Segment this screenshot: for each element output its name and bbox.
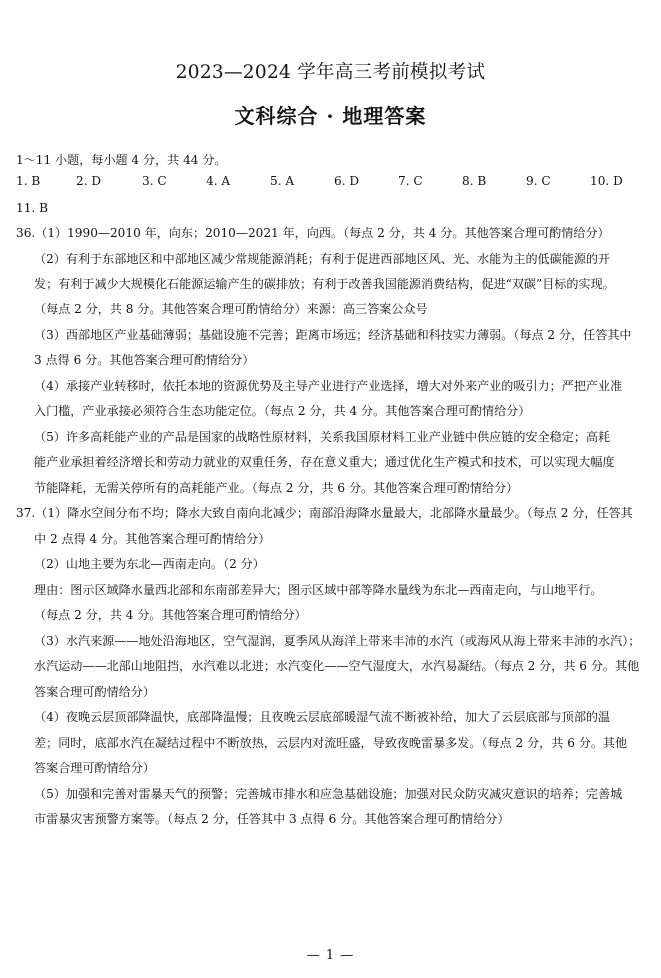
q37-line: 37.（1）降水空间分布不均；降水大致自南向北减少；南部沿海降水量最大，北部降水量最少。（每点 2 分，任答其 xyxy=(16,506,633,520)
q37-line: 答案合理可酌情给分） xyxy=(34,685,155,699)
q36-line: （每点 2 分，共 8 分。其他答案合理可酌情给分）来源：高三答案公众号 xyxy=(34,302,428,316)
q37-line: （2）山地主要为东北—西南走向。（2 分） xyxy=(34,557,265,571)
choice-answer: 3. C xyxy=(142,174,167,188)
q37-line: （5）加强和完善对雷暴天气的预警；完善城市排水和应急基础设施；加强对民众防灾减灾意识的培养；完善城 xyxy=(34,787,623,801)
q37-line: 理由：图示区域降水量西北部和东南部差异大；图示区域中部等降水量线为东北—西南走向，与山地平行。 xyxy=(34,583,603,597)
choice-answer: 8. B xyxy=(462,174,487,188)
choice-answer: 10. D xyxy=(590,174,623,188)
q36-line: （5）许多高耗能产业的产品是国家的战略性原材料，关系我国原材料工业产业链中供应链的安全稳定；高耗 xyxy=(34,430,611,444)
q36-line: 入门槛，产业承接必须符合生态功能定位。（每点 2 分，共 4 分。其他答案合理可酌情给分） xyxy=(34,404,531,418)
q37-line: 市雷暴灾害预警方案等。（每点 2 分，任答其中 3 点得 6 分。其他答案合理可酌情给分） xyxy=(34,812,510,826)
q36-line: 3 点得 6 分。其他答案合理可酌情给分） xyxy=(34,353,255,367)
page-number: — 1 — xyxy=(306,948,355,963)
choice-answer: 11. B xyxy=(16,201,48,215)
q37-line: 答案合理可酌情给分） xyxy=(34,761,155,775)
choice-answer: 5. A xyxy=(270,174,295,188)
q36-line: 节能降耗，无需关停所有的高耗能产业。（每点 2 分，共 6 分。其他答案合理可酌情给分） xyxy=(34,481,519,495)
q36-line: （3）西部地区产业基础薄弱；基础设施不完善；距离市场远；经济基础和科技实力薄弱。（每点 2 分，任答其中 xyxy=(34,328,632,342)
choice-answer: 2. D xyxy=(76,174,102,188)
q36-line: 发；有利于减少大规模化石能源运输产生的碳排放；有利于改善我国能源消费结构，促进“双碳”目标的实现。 xyxy=(34,277,615,291)
choice-answer: 7. C xyxy=(398,174,423,188)
q36-line: 能产业承担着经济增长和劳动力就业的双重任务，存在意义重大；通过优化生产模式和技术，可以实现大幅度 xyxy=(34,455,615,469)
q36-line: （4）承接产业转移时，依托本地的资源优势及主导产业进行产业选择，增大对外来产业的吸引力；严把产业准 xyxy=(34,379,623,393)
q37-line: （每点 2 分，共 4 分。其他答案合理可酌情给分） xyxy=(34,608,307,622)
choice-answers-row xyxy=(16,174,656,190)
choice-answer: 4. A xyxy=(206,174,231,188)
q37-line: 水汽运动——北部山地阻挡，水汽难以北进；水汽变化——空气湿度大，水汽易凝结。（每点 2 分，共 6 分。其他 xyxy=(34,659,640,673)
choice-answer: 1. B xyxy=(16,174,41,188)
exam-title: 2023—2024 学年高三考前模拟考试 xyxy=(175,62,486,83)
q37-line: （3）水汽来源——地处沿海地区，空气湿润，夏季风从海洋上带来丰沛的水汽（或海风从海上带来丰沛的水汽）； xyxy=(34,634,641,648)
q36-line: （2）有利于东部地区和中部地区减少常规能源消耗；有利于促进西部地区风、光、水能为主的低碳能源的开 xyxy=(34,252,611,266)
choice-answer: 6. D xyxy=(334,174,360,188)
q36-line: 36.（1）1990—2010 年，向东；2010—2021 年，向西。（每点 2 分，共 4 分。其他答案合理可酌情给分） xyxy=(16,226,610,240)
q37-line: （4）夜晚云层顶部降温快，底部降温慢；且夜晚云层底部暖湿气流不断被补给，加大了云层底部与顶部的温 xyxy=(34,710,611,724)
q37-line: 中 2 点得 4 分。其他答案合理可酌情给分） xyxy=(34,532,271,546)
q37-line: 差；同时，底部水汽在凝结过程中不断放热，云层内对流旺盛，导致夜晚雷暴多发。（每点 2 分，共 6 分。其他 xyxy=(34,736,628,750)
choice-intro: 1～11 小题，每小题 4 分，共 44 分。 xyxy=(16,153,227,167)
exam-subtitle: 文科综合 · 地理答案 xyxy=(234,104,427,128)
choice-answer: 9. C xyxy=(526,174,551,188)
